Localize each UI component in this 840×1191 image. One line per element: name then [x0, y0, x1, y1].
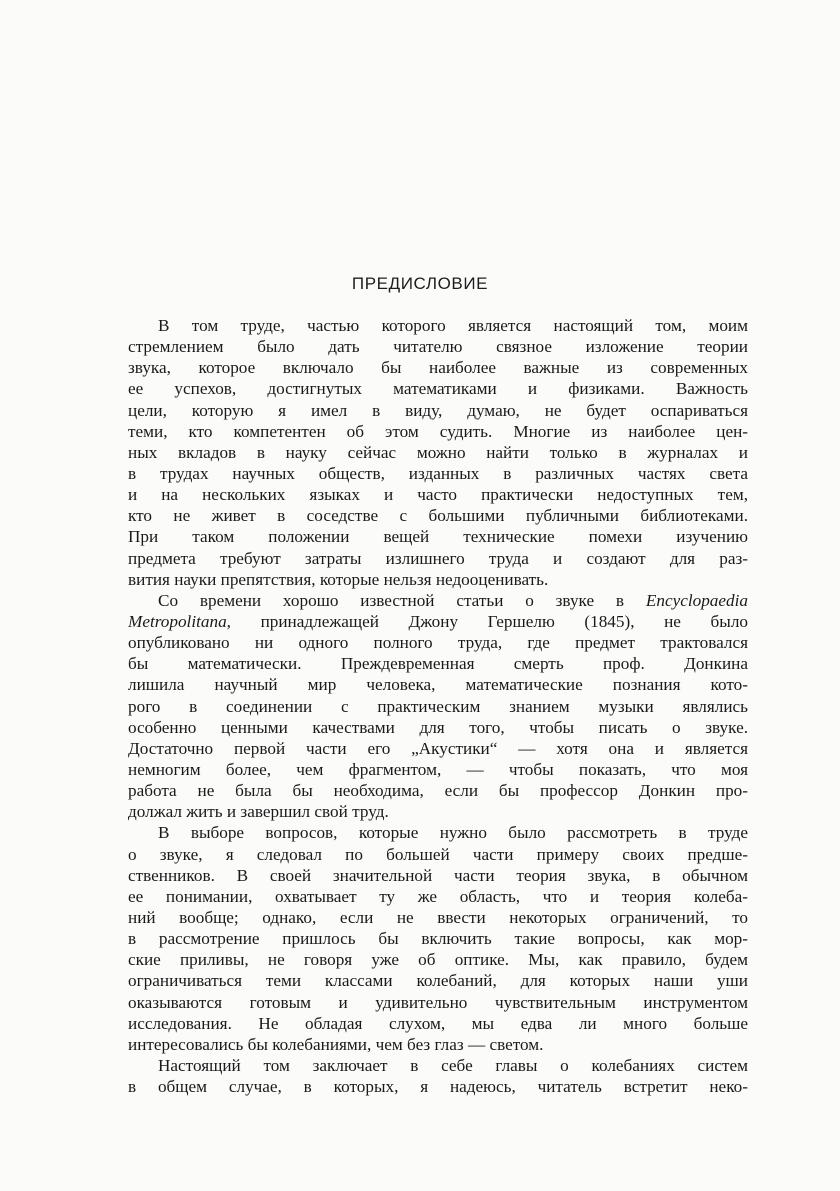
text-line: интересовались бы колебаниями, чем без глаз — светом.: [128, 1034, 544, 1054]
text-line: ее понимании, охватывает ту же область, что и теория колеба-: [128, 886, 748, 906]
text-line: опубликовано ни одного полного труда, где предмет трактовался: [128, 633, 748, 653]
text-line: Настоящий том заключает в себе главы о колебаниях систем: [158, 1055, 748, 1075]
text-line: особенно ценными качествами для того, чтобы писать о звуке.: [128, 717, 748, 737]
text-line: ний вообще; однако, если не ввести некоторых ограничений, то: [128, 907, 748, 927]
text-line: ские приливы, не говоря уже об оптике. Мы, как правило, будем: [128, 950, 748, 970]
text-line: ных вкладов в науку сейчас можно найти только в журналах и: [128, 442, 748, 462]
text-line: бы математически. Преждевременная смерть проф. Донкина: [128, 654, 748, 674]
text-line: При таком положении вещей технические помехи изучению: [128, 527, 748, 547]
text-line: кто не живет в соседстве с большими публичными библиотеками.: [128, 506, 748, 526]
text-line: звука, которое включало бы наиболее важные из современных: [128, 358, 748, 378]
text-line: в рассмотрение пришлось бы включить такие вопросы, как мор-: [128, 929, 748, 949]
page-title: ПРЕДИСЛОВИЕ: [351, 274, 489, 293]
text-line: вития науки препятствия, которые нельзя недооценивать.: [128, 569, 549, 589]
text-line: теми, кто компетентен об этом судить. Многие из наиболее цен-: [128, 421, 748, 441]
text-line: лишила научный мир человека, математические познания кото-: [128, 675, 748, 695]
text-line: рого в соединении с практическим знанием музыки являлись: [128, 696, 748, 716]
paragraph-1: [128, 315, 748, 590]
paragraph-4: [128, 1055, 748, 1097]
text-line: Metropolitana, принадлежащей Джону Гершелю (1845), не было: [128, 611, 748, 631]
text-line: оказываются готовым и удивительно чувствительным инструментом: [128, 992, 748, 1012]
paragraph-2: [128, 590, 748, 823]
text-line: ее успехов, достигнутых математиками и физиками. Важность: [128, 379, 748, 399]
text-line: исследования. Не обладая слухом, мы едва ли много больше: [128, 1013, 748, 1033]
text-line: стремлением было дать читателю связное изложение теории: [128, 337, 748, 357]
text-line: ограничиваться теми классами колебаний, для которых наши уши: [128, 971, 748, 991]
paragraph-3: [128, 822, 748, 1055]
text-line: работа не была бы необходима, если бы профессор Донкин про-: [128, 781, 748, 801]
text-line: В том труде, частью которого является настоящий том, моим: [158, 316, 748, 335]
text-line: Со времени хорошо известной статьи о звуке в Encyclopaedia: [158, 590, 748, 610]
text-line: в трудах научных обществ, изданных в различных частях света: [128, 463, 748, 483]
text-line: предмета требуют затраты излишнего труда и создают для раз-: [128, 548, 748, 568]
text-line: в общем случае, в которых, я надеюсь, читатель встретит неко-: [128, 1077, 748, 1097]
text-line: и на нескольких языках и часто практически недоступных тем,: [128, 485, 748, 505]
text-line: В выборе вопросов, которые нужно было рассмотреть в труде: [158, 823, 748, 843]
text-line: ственников. В своей значительной части теория звука, в обычном: [128, 865, 748, 885]
text-line: Достаточно первой части его „Акустики“ — хотя она и является: [128, 738, 748, 758]
text-line: немногим более, чем фрагментом, — чтобы показать, что моя: [128, 759, 748, 779]
preface-body: [128, 315, 748, 1097]
text-line: должал жить и завершил свой труд.: [128, 802, 389, 822]
text-line: цели, которую я имел в виду, думаю, не будет оспариваться: [128, 400, 748, 420]
text-line: о звуке, я следовал по большей части примеру своих предше-: [128, 844, 748, 864]
